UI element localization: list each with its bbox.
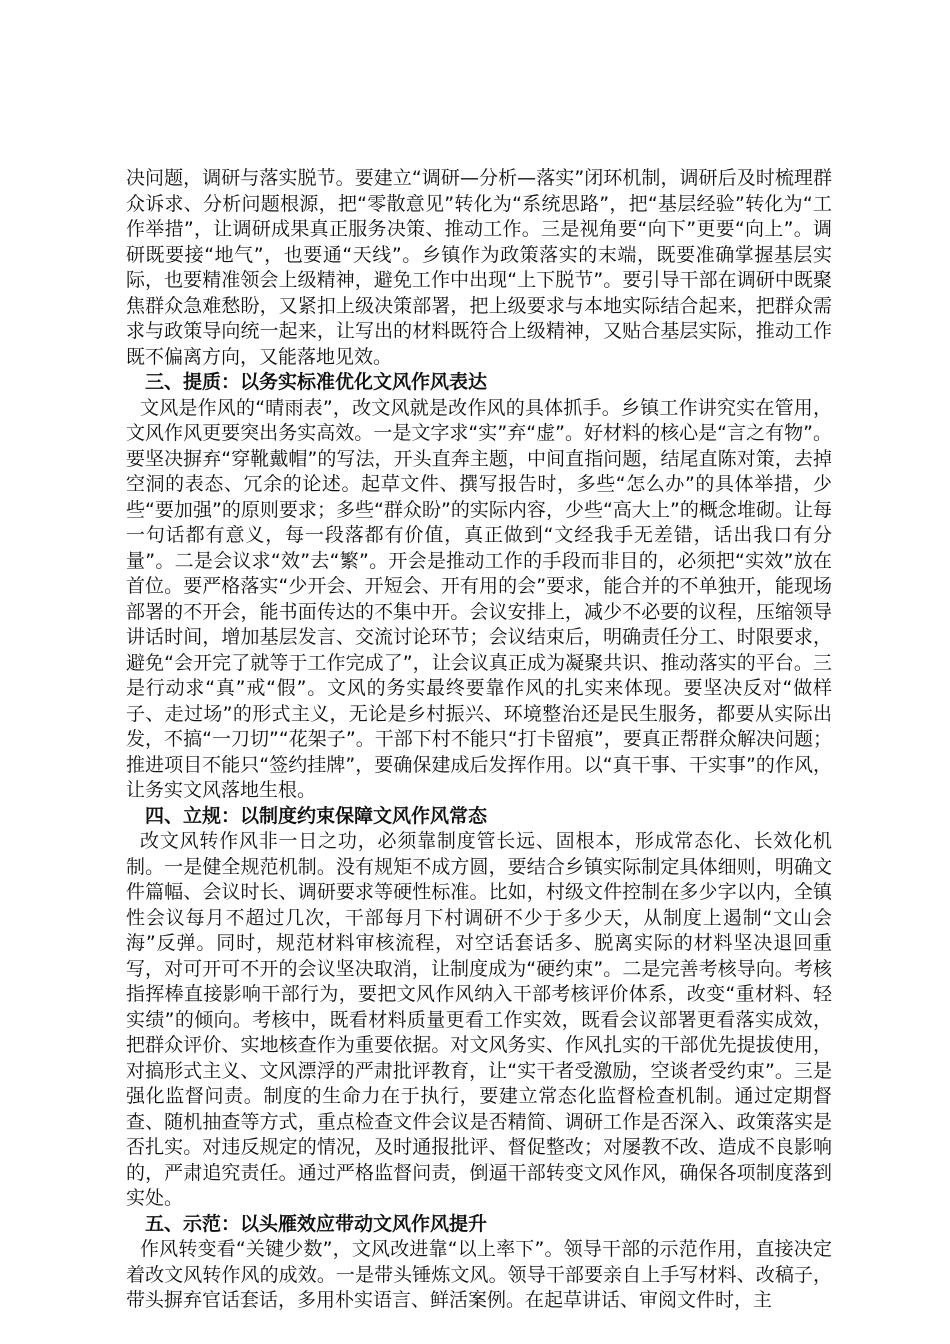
paragraph-section-4: 改文风转作风非一日之功，必须靠制度管长远、固根本，形成常态化、长效化机制。一是健全规范机制。没有规矩不成方圆，要结合乡镇实际制定具体细则，明确文件篇幅、会议时长、调研要求等硬性标准。比如，村级文件控制在多少字以内，全镇性会议每月不超过几次，干部每月下村调研不少于多少天，从制度上遏制“文山会海”反弹。同时，规范材料审核流程，对空话套话多、脱离实际的材料坚决退回重写，对可开可不开的会议坚决取消，让制度成为“硬约束”。二是完善考核导向。考核指挥棒直接影响干部行为，要把文风作风纳入干部考核评价体系，改变“重材料、轻实绩”的倾向。考核中，既看材料质量更看工作实效，既看会议部署更看落实成效，把群众评价、实地核查作为重要依据。对文风务实、作风扎实的干部优先提拔使用，对搞形式主义、文风漂浮的严肃批评教育，让“实干者受激励，空谈者受约束”。三是强化监督问责。制度的生命力在于执行，要建立常态化监督检查机制。通过定期督查、随机抽查等方式，重点检查文件会议是否精简、调研工作是否深入、政策落实是否扎实。对违反规定的情况，及时通报批评、督促整改；对屡教不改、造成不良影响的，严肃追究责任。通过严格监督问责，倒逼干部转变文风作风，确保各项制度落到实处。 xyxy=(126,830,832,1209)
section-heading-3: 三、提质：以务实标准优化文风作风表达 xyxy=(145,371,488,393)
section-heading-5: 五、示范：以头雁效应带动文风作风提升 xyxy=(145,1212,488,1235)
document-body xyxy=(126,166,832,1314)
paragraph-section-5: 作风转变看“关键少数”，文风改进靠“以上率下”。领导干部的示范作用，直接决定着改文风转作风的成效。一是带头锤炼文风。领导干部要亲自上手写材料、改稿子，带头摒弃官话套话，多用朴实语言、鲜活案例。在起草讲话、审阅文件时，主 xyxy=(126,1238,832,1311)
paragraph-research-closure: 决问题，调研与落实脱节。要建立“调研—分析—落实”闭环机制，调研后及时梳理群众诉求、分析问题根源，把“零散意见”转化为“系统思路”，把“基层经验”转化为“工作举措”，让调研成果真正服务决策、推动工作。三是视角要“向下”更要“向上”。调研既要接“地气”，也要通“天线”。乡镇作为政策落实的末端，既要准确掌握基层实际，也要精准领会上级精神，避免工作中出现“上下脱节”。要引导干部在调研中既聚焦群众急难愁盼，又紧扣上级决策部署，把上级要求与本地实际结合起来，把群众需求与政策导向统一起来，让写出的材料既符合上级精神，又贴合基层实际，推动工作既不偏离方向，又能落地见效。 xyxy=(126,167,832,368)
section-heading-4: 四、立规：以制度约束保障文风作风常态 xyxy=(145,804,488,827)
paragraph-section-3: 文风是作风的“晴雨表”，改文风就是改作风的具体抓手。乡镇工作讲究实在管用，文风作风更要突出务实高效。一是文字求“实”弃“虚”。好材料的核心是“言之有物”。要坚决摒弃“穿靴戴帽”的写法，开头直奔主题，中间直指问题，结尾直陈对策，去掉空洞的表态、冗余的论述。起草文件、撰写报告时，多些“怎么办”的具体举措，少些“要加强”的原则要求；多些“群众盼”的实际内容，少些“高大上”的概念堆砌。让每一句话都有意义，每一段落都有价值，真正做到“文经我手无差错，话出我口有分量”。二是会议求“效”去“繁”。开会是推动工作的手段而非目的，必须把“实效”放在首位。要严格落实“少开会、开短会、开有用的会”要求，能合并的不单独开，能现场部署的不开会，能书面传达的不集中开。会议安排上，减少不必要的议程，压缩领导讲话时间，增加基层发言、交流讨论环节；会议结束后，明确责任分工、时限要求，避免“会开完了就等于工作完成了”，让会议真正成为凝聚共识、推动落实的平台。三是行动求“真”戒“假”。文风的务实最终要靠作风的扎实来体现。要坚决反对“做样子、走过场”的形式主义，无论是乡村振兴、环境整治还是民生服务，都要从实际出发，不搞“一刀切”“花架子”。干部下村不能只“打卡留痕”，要真正帮群众解决问题；推进项目不能只“签约挂牌”，要确保建成后发挥作用。以“真干事、干实事”的作风，让务实文风落地生根。 xyxy=(126,396,832,801)
